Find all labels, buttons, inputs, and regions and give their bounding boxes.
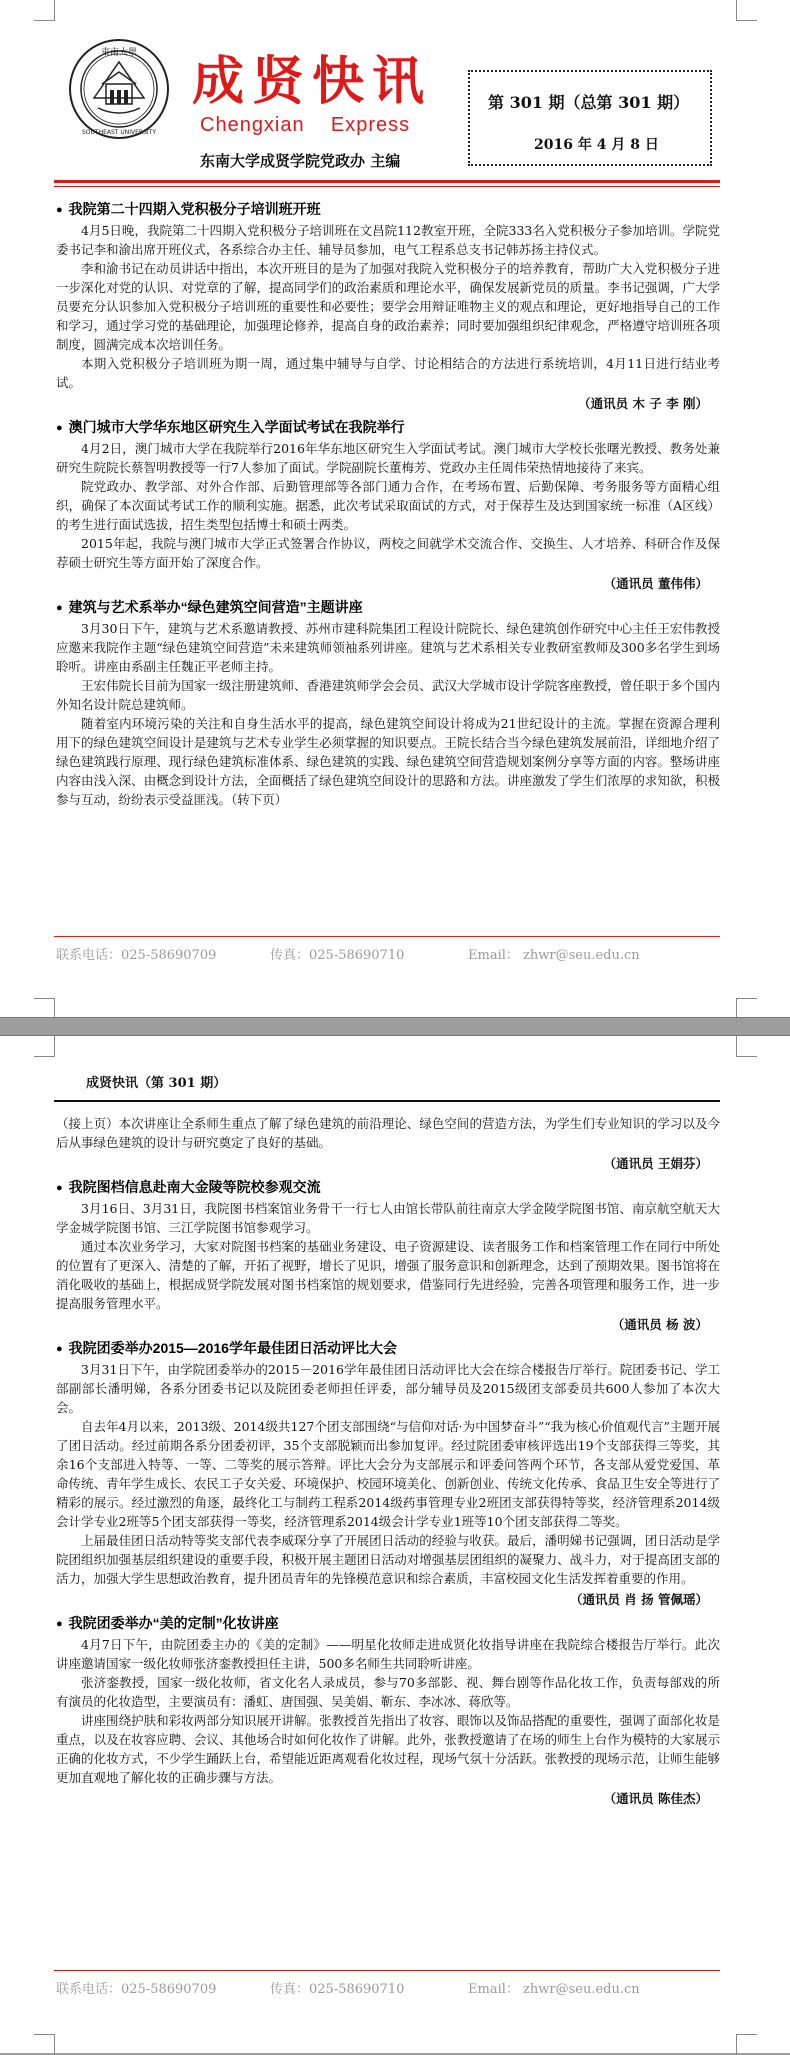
- paragraph: 2015年起，我院与澳门城市大学正式签署合作协议，两校之间就学术交流合作、交换生、人才培养、科研合作及保荐硕士研究生等方面开始了深度合作。: [56, 536, 720, 570]
- article-title: ● 我院图档信息赴南大金陵等院校参观交流: [56, 1179, 321, 1195]
- article: [56, 1337, 720, 1612]
- article: [56, 198, 720, 416]
- paragraph: 随着室内环境污染的关注和自身生活水平的提高，绿色建筑空间设计将成为21世纪设计的主流。掌握在资源合理利用下的绿色建筑空间设计是建筑与艺术专业学生必须掌握的知识要点。王院长结合当今绿色建筑发展前沿，详细地介绍了绿色建筑践行原理、现行绿色建筑标准体系、绿色建筑的实践、绿色建筑空间营造规划案例分享等方面的内容。整场讲座内容由浅入深、由概念到设计方法，全面概括了绿色建筑空间设计的思路和方法。讲座激发了学生们浓厚的求知欲，积极参与互动，纷纷表示受益匪浅。（转下页）: [56, 716, 720, 807]
- publisher-line: 东南大学成贤学院党政办 主编: [200, 152, 401, 170]
- header-rule: [54, 180, 720, 183]
- article-title: ● 我院团委举办“美的定制”化妆讲座: [56, 1615, 279, 1631]
- article: [56, 1176, 720, 1337]
- article-author: （通讯员 木 子 李 刚）: [578, 396, 708, 411]
- footer-email: Email： zhwr@seu.edu.cn: [468, 948, 640, 963]
- crop-mark: [736, 2034, 757, 2055]
- bullet-icon: ●: [56, 602, 63, 614]
- paragraph: 上届最佳团日活动特等奖支部代表李威琛分享了开展团日活动的经验与收获。最后，潘明娣书记强调，团日活动是学院团组织加强基层组织建设的重要手段，积极开展主题团日活动对增强基层团组织的凝聚力、战斗力，对于提高团支部的活力，加强大学生思想政治教育，提升团员青年的先锋模范意识和综合素质，丰富校园文化生活发挥着重要的作用。: [56, 1533, 720, 1586]
- crop-mark: [736, 998, 757, 1019]
- article-author: （通讯员 陈佳杰）: [603, 1791, 708, 1806]
- article: [56, 1612, 720, 1811]
- issue-box: [468, 70, 712, 166]
- page-1-content: [56, 198, 720, 809]
- article-continued: [56, 1114, 720, 1176]
- article: [56, 416, 720, 596]
- crop-mark: [736, 1036, 757, 1057]
- footer-rule: [54, 936, 720, 937]
- paragraph: 4月7日下午，由院团委主办的《美的定制》——明星化妆师走进成贤化妆指导讲座在我院综合楼报告厅举行。此次讲座邀请国家一级化妆师张济銮教授担任主讲，500多名师生共同聆听讲座。: [56, 1637, 720, 1671]
- article-author: （通讯员 王娟芬）: [603, 1156, 708, 1171]
- paragraph: （接上页）本次讲座让全系师生重点了解了绿色建筑的前沿理论、绿色空间的营造方法，为学生们专业知识的学习以及今后从事绿色建筑的设计与研究奠定了良好的基础。: [56, 1116, 720, 1150]
- paragraph: 李和渝书记在动员讲话中指出，本次开班目的是为了加强对我院入党积极分子的培养教育，帮助广大入党积极分子进一步深化对党的认识、对党章的了解，提高同学们的政治素质和理论水平，确保发展新党员的质量。李书记强调，广大学员要充分认识参加入党积极分子培训班的重要性和必要性；要学会用辩证唯物主义的观点和理论，更好地指导自己的工作和学习，通过学习党的基础理论，加强理论修养，提高自身的政治素养；同时要加强组织纪律观念，严格遵守培训班各项制度，圆满完成本次培训任务。: [56, 261, 720, 352]
- article-title: ● 建筑与艺术系举办“绿色建筑空间营造”主题讲座: [56, 599, 363, 615]
- paragraph: 4月5日晚，我院第二十四期入党积极分子培训班在文昌院112教室开班，全院333名入党积极分子参加培训。学院党委书记李和渝出席开班仪式，各系综合办主任、辅导员参加，电气工程系总支书记韩苏扬主持仪式。: [56, 223, 720, 257]
- running-header-rule: [54, 1100, 720, 1102]
- paragraph: 王宏伟院长目前为国家一级注册建筑师、香港建筑师学会会员、武汉大学城市设计学院客座教授，曾任职于多个国内外知名设计院总建筑师。: [56, 678, 720, 712]
- issue-number: 第 301 期（总第 301 期）: [488, 93, 690, 112]
- paragraph: 本期入党积极分子培训班为期一周，通过集中辅导与自学、讨论相结合的方法进行系统培训，4月11日进行结业考试。: [56, 356, 720, 390]
- footer-fax: 传真：025-58690710: [270, 1982, 405, 1997]
- newsletter-english-title: Chengxian Express: [200, 114, 411, 136]
- footer-fax: 传真：025-58690710: [270, 948, 405, 963]
- bullet-icon: ●: [56, 1182, 63, 1194]
- paragraph: 3月30日下午，建筑与艺术系邀请教授、苏州市建科院集团工程设计院院长、绿色建筑创作研究中心主任王宏伟教授应邀来我院作主题“绿色建筑空间营造”未来建筑师领袖系列讲座。建筑与艺术系相关专业教研室教师及300多名学生到场聆听。讲座由系副主任魏正平老师主持。: [56, 621, 720, 674]
- article-title: ● 澳门城市大学华东地区研究生入学面试考试在我院举行: [56, 419, 405, 435]
- bullet-icon: ●: [56, 204, 63, 216]
- running-header: 成贤快讯（第 301 期）: [86, 1076, 227, 1091]
- crop-mark: [34, 1036, 55, 1057]
- article-title: ● 我院团委举办2015—2016学年最佳团日活动评比大会: [56, 1340, 397, 1356]
- crop-mark: [34, 998, 55, 1019]
- footer-phone: 联系电话：025-58690709: [56, 948, 217, 963]
- crop-mark: [34, 2034, 55, 2055]
- bullet-icon: ●: [56, 1343, 63, 1355]
- issue-date: 2016 年 4 月 8 日: [534, 137, 659, 153]
- footer-rule: [54, 1970, 720, 1971]
- crop-mark: [736, 0, 757, 21]
- university-seal-logo: [68, 38, 170, 140]
- paragraph: 讲座围绕护肤和彩妆两部分知识展开讲解。张教授首先指出了妆容、眼饰以及饰品搭配的重要性，强调了面部化妆是重点，以及在妆容应聘、会议、其他场合时如何化妆作了讲解。此外，张教授邀请了在场的师生上台作为模特的大家展示正确的化妆方式，不少学生踊跃上台，希望能近距离观看化妆过程，现场气氛十分活跃。张教授的现场示范，让师生能够更加直观地了解化妆的正确步骤与方法。: [56, 1713, 720, 1785]
- paragraph: 自去年4月以来，2013级、2014级共127个团支部围绕“与信仰对话·为中国梦奋斗”“我为核心价值观代言”主题开展了团日活动。经过前期各系分团委初评，35个支部脱颖而出参加复评。经过院团委审核评选出19个支部获得三等奖，其余16个支部进入特等、一等、二等奖的展示答辩。评比大会分为支部展示和评委问答两个环节，各支部从爱党爱国、革命传统、青年学生成长、农民工子女关爱、环境保护、校园环境美化、创新创业、传统文化传承、食品卫生安全等进行了精彩的展示。经过激烈的角逐，最终化工与制药工程系2014级药事管理专业2班团支部获得特等奖，经济管理系2014级会计学专业2班等5个团支部获得一等奖，经济管理系2014级会计学专业1班等10个团支部获得二等奖。: [56, 1419, 720, 1529]
- article-author: （通讯员 肖 扬 管佩瑶）: [569, 1592, 708, 1607]
- paragraph: 4月2日，澳门城市大学在我院举行2016年华东地区研究生入学面试考试。澳门城市大学校长张曙光教授、教务处兼研究生院院长蔡智明教授等一行7人参加了面试。学院副院长董梅芳、党政办主任周伟荣热情地接待了来宾。: [56, 441, 720, 475]
- page-2-content: [56, 1114, 720, 1811]
- paragraph: 张济銮教授，国家一级化妆师，省文化名人录成员，参与70多部影、视、舞台剧等作品化妆工作，负责每部戏的所有演员的化妆造型，主要演员有：潘虹、唐国强、吴美娟、靳东、李冰冰、蒋欣等。: [56, 1675, 720, 1709]
- svg-text:SOUTHEAST UNIVERSITY: SOUTHEAST UNIVERSITY: [82, 129, 156, 136]
- page-2: [0, 1035, 790, 2053]
- footer-email: Email： zhwr@seu.edu.cn: [468, 1982, 640, 1997]
- paragraph: 3月31日下午，由学院团委举办的2015－2016学年最佳团日活动评比大会在综合楼报告厅举行。院团委书记、学工部副部长潘明娣，各系分团委书记以及院团委老师担任评委，部分辅导员及2015级团支部委员共600人参加了本次大会。: [56, 1362, 720, 1415]
- paragraph: 3月16日、3月31日，我院图书档案馆业务骨干一行七人由馆长带队前往南京大学金陵学院图书馆、南京航空航天大学金城学院图书馆、三江学院图书馆参观学习。: [56, 1201, 720, 1235]
- footer-phone: 联系电话：025-58690709: [56, 1982, 217, 1997]
- article: [56, 596, 720, 809]
- svg-text:東南大學: 東南大學: [100, 48, 138, 58]
- article-title: ● 我院第二十四期入党积极分子培训班开班: [56, 201, 321, 217]
- bullet-icon: ●: [56, 1618, 63, 1630]
- article-author: （通讯员 杨 波）: [611, 1317, 708, 1332]
- paragraph: 院党政办、教学部、对外合作部、后勤管理部等各部门通力合作，在考场布置、后勤保障、考务服务等方面精心组织，确保了本次面试考试工作的顺利实施。据悉，此次考试采取面试的方式，对于保荐生及达到国家统一标准（A区线）的考生进行面试选拔，招生类型包括博士和硕士两类。: [56, 479, 720, 532]
- newsletter-title: 成贤快讯: [192, 51, 433, 112]
- page-1: [0, 0, 790, 1018]
- article-author: （通讯员 董伟伟）: [603, 576, 708, 591]
- bullet-icon: ●: [56, 422, 63, 434]
- crop-mark: [34, 0, 55, 21]
- header-rule-thin: [54, 186, 720, 187]
- paragraph: 通过本次业务学习，大家对院图书档案的基础业务建设、电子资源建设、读者服务工作和档案管理工作在同行中所处的位置有了更深入、清楚的了解，开拓了视野，增长了见识，增强了服务意识和创新理念，达到了预期效果。图书馆将在消化吸收的基础上，根据成贤学院发展对图书档案馆的规划要求，借鉴同行先进经验，完善各项管理和服务工作，进一步提高服务管理水平。: [56, 1239, 720, 1311]
